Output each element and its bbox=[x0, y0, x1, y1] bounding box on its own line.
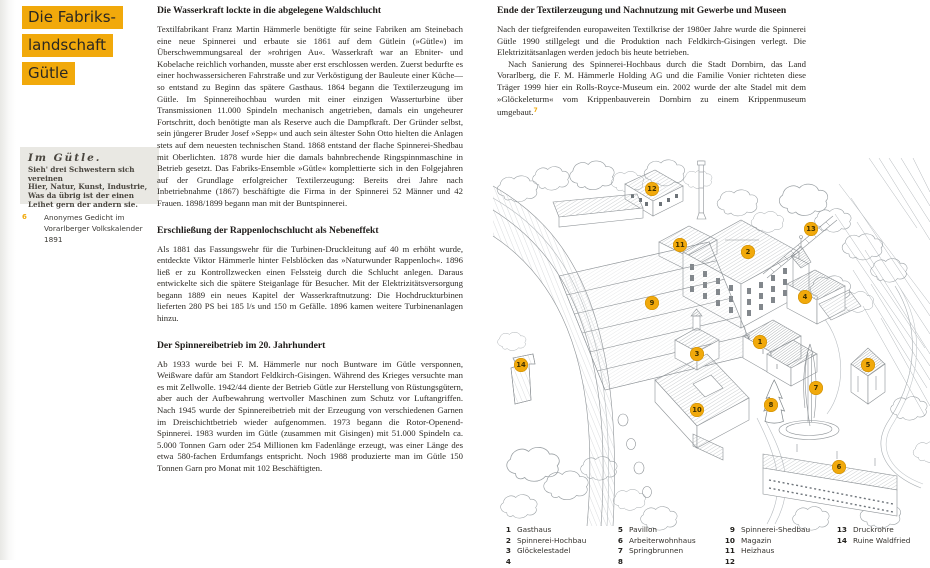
section-heading: Erschließung der Rappenlochschlucht als Nebeneffekt bbox=[157, 224, 379, 236]
section-paragraph: Ab 1933 wurde bei F. M. Hämmerle nur noch Buntware im Gütle versponnen, Weißware dafür am Standort Feldkirch-Gisingen. Während des Krieges versuchte man es mit Zellwolle. 1942/44 diente der Betrieb Gütle zur Herstellung von Rüstungsgütern, aber auch der Aufbewahrung wertvoller Maschinen zum Schutz vor Luftangriffen. Nach 1945 wurde der Spinnereibetrieb mit der Erzeugung von verschiedenen Garnen im Dreischichtbetrieb wieder aufgenommen. 1973 begann die Rotor-Openend-Spinnerei. 1983 wurden im Gütle (zusammen mit Gisingen) mit 51.000 Spindeln ca. 5.000 Tonnen Garn oder 254 Millionen km Fadenlänge erzeugt, was einer Länge des etwa 580-fachen Erdumfangs entspricht. Noch 1988 produzierte man im Gütle 150 Tonnen Garn pro Monat mit 102 Beschäftigten. bbox=[157, 358, 463, 473]
legend-column bbox=[835, 526, 910, 547]
poem-line: Hier, Natur, Kunst, Industrie, bbox=[28, 182, 148, 192]
section-spinnereibetrieb bbox=[157, 340, 463, 475]
legend-item-number: 5 bbox=[617, 525, 623, 534]
map-marker-1: 1 bbox=[753, 335, 767, 349]
legend-item-label: Heizhaus bbox=[741, 546, 775, 556]
paragraph-text: Nach Sanierung des Spinnerei-Hochbaus durch die Stadt Dornbirn, das Land Vorarlberg, die F. M. Hämmerle Holding AG und die Familie Vonier richteten diese Träger 1999 hier ein Rolls-Royce-Museum ein. 2002 wurde der alte Stadel mit dem »Glöckeleturm« vom Krippenbauverein Dornbirn zu einem Krippenmuseum umgebaut. bbox=[497, 58, 806, 118]
legend-column bbox=[611, 526, 696, 568]
legend-column bbox=[499, 526, 586, 568]
legend-item-label: Pavillon bbox=[629, 525, 658, 534]
poem-line: Was da übrig ist der einen bbox=[28, 191, 134, 201]
map-marker-5: 5 bbox=[861, 358, 875, 372]
legend-item bbox=[835, 526, 910, 534]
map-marker-8: 8 bbox=[764, 398, 778, 412]
map-marker-4: 4 bbox=[798, 290, 812, 304]
legend-item-label: Springbrunnen bbox=[629, 546, 684, 556]
map-marker-11: 11 bbox=[673, 238, 687, 252]
section-paragraph bbox=[497, 59, 806, 119]
footnote-number: 6 bbox=[22, 213, 27, 221]
legend-item bbox=[499, 526, 586, 534]
legend-item-number: 2 bbox=[505, 535, 511, 545]
poem-title: Im Gütle. bbox=[28, 152, 102, 164]
map-marker-6: 6 bbox=[832, 460, 846, 474]
legend-item-label: Magazin bbox=[741, 535, 772, 545]
page-title bbox=[22, 6, 123, 90]
map-marker-7: 7 bbox=[809, 381, 823, 395]
poem-caption bbox=[22, 212, 156, 245]
legend-item-label: Druckrohre bbox=[853, 525, 894, 534]
map-marker-14: 14 bbox=[514, 358, 528, 372]
poem-line: Leihet gern der andern sie. bbox=[28, 199, 138, 209]
legend-item-number: 1 bbox=[505, 525, 511, 534]
legend-item-label: Ruine Waldfried bbox=[853, 535, 911, 545]
legend-item-label: Spinnerei-Hochbau bbox=[517, 535, 587, 545]
legend-item-number: 9 bbox=[729, 525, 735, 534]
legend-item-label: Glöckelestadel bbox=[517, 546, 571, 556]
section-paragraph: Nach der tiefgreifenden europaweiten Textilkrise der 1980er Jahre wurde die Spinnerei Gütle 1990 stillgelegt und die Produktion nach Feldkirch-Gisingen verlegt. Die Elektrizitätsanlagen werden jedoch bis heute betrieben. bbox=[497, 24, 806, 58]
legend-item-label bbox=[623, 558, 629, 566]
legend-item-number: 8 bbox=[617, 556, 623, 566]
map-marker-12: 12 bbox=[645, 182, 659, 196]
factory-landscape-illustration bbox=[497, 158, 930, 525]
legend-column bbox=[723, 526, 810, 568]
legend-item bbox=[611, 537, 696, 545]
legend-item-number: 11 bbox=[724, 546, 735, 556]
legend-item bbox=[723, 547, 810, 555]
legend-item bbox=[611, 547, 696, 555]
legend-item-label bbox=[735, 558, 741, 566]
page-title-line: Gütle bbox=[22, 62, 75, 85]
legend-item-number: 13 bbox=[836, 525, 847, 534]
legend-item-number: 12 bbox=[724, 556, 735, 566]
legend-item bbox=[723, 526, 810, 534]
section-rappenloch bbox=[157, 225, 463, 325]
map-marker-13: 13 bbox=[804, 222, 818, 236]
legend-item-number: 14 bbox=[836, 535, 847, 545]
legend-item bbox=[499, 537, 586, 545]
map-marker-3: 3 bbox=[690, 347, 704, 361]
legend-item-label bbox=[511, 558, 517, 566]
legend-item-label: Arbeiterwohnhaus bbox=[629, 535, 696, 545]
legend-item-number: 3 bbox=[505, 546, 511, 556]
page-title-line: Die Fabriks- bbox=[22, 6, 123, 29]
legend-item bbox=[611, 526, 696, 534]
map-marker-2: 2 bbox=[741, 245, 755, 259]
map-marker-10: 10 bbox=[690, 403, 704, 417]
section-heading: Ende der Textilerzeugung und Nachnutzung mit Gewerbe und Museen bbox=[497, 5, 787, 16]
legend-item-number: 7 bbox=[617, 546, 623, 556]
legend-item bbox=[499, 558, 586, 566]
legend-item-label: Spinnerei-Shedbau bbox=[741, 525, 811, 534]
legend-item bbox=[723, 537, 810, 545]
section-heading: Der Spinnereibetrieb im 20. Jahrhundert bbox=[157, 339, 326, 351]
legend-item-number: 10 bbox=[724, 535, 735, 545]
section-heading: Die Wasserkraft lockte in die abgelegene Waldschlucht bbox=[157, 5, 382, 16]
poem-line: Sieh' drei Schwestern sich vereinen bbox=[28, 165, 135, 183]
column-right bbox=[497, 5, 806, 119]
footnote-marker: 7 bbox=[533, 107, 538, 115]
page-title-line: landschaft bbox=[22, 34, 113, 57]
poem-caption-text: Anonymes Gedicht im Vorarlberger Volkskalender 1891 bbox=[44, 213, 143, 244]
column-left bbox=[157, 5, 463, 490]
map-marker-layer bbox=[497, 158, 930, 525]
legend-item-label: Gasthaus bbox=[517, 525, 552, 534]
poem-facsimile bbox=[20, 147, 159, 209]
section-wasserkraft bbox=[157, 5, 463, 210]
legend-item bbox=[723, 558, 810, 566]
section-paragraph: Als 1881 das Fassungswehr für die Turbinen-Druckleitung auf 40 m erhöht wurde, entdeckte Viktor Hämmerle hinter Felsblöcken das »Naturwunder Rappenloch«. 1896 ließ er zu Kontrollzwecken einen Felssteig durch die Schlucht anlegen. Daraus entwickelte sich die spätere Steiganlage für Besucher. Mit der Elektrizitätsversorgung begann 1889 ein neues Kapitel der Wasserkraftnutzung: Die Hochdruckturbinen lieferten 280 PS bei 185 l/s und 150 m Gefälle. 1896 kamen weitere Turbinenanlagen hinzu. bbox=[157, 243, 463, 324]
section-paragraph: Textilfabrikant Franz Martin Hämmerle benötigte für seine Fabriken am Steinebach eine neue Spinnerei und erbaute sie 1861 auf dem Gütlein (»Gütle«) im Überschwemmungsareal der »rohrigen Au«. Wasserkraft war an Ebniter- und Kobelache reichlich vorhanden, musste aber erst erschlossen werden. Zuerst bedurfte es einer hochwassersicheren Fahrstraße und zur Verköstigung der Bauleute einer Küche—so entstand zu Beginn das spätere Gasthaus. 1864 begann die Textilerzeugung im Gütle. Im Spinnereihochbau wurden mit einer einzigen Wasserturbine über Transmissionen 11.000 Spindeln mechanisch angetrieben, damals ein ungeheurer Fortschritt, doch benötigte man als Reserve auch die Dampfkraft. Der Gründer selbst, sein jüngerer Bruder Josef »Sepp« und auch sein ältester Sohn Otto hielten die Anlagen stets auf dem neuesten technischen Stand. 1868 entstand der flache Spinnerei-Shedbau mit Oberlichten. 1878 wurde hier die damals bahnbrechende Ringspinnmaschine in Betrieb gesetzt. Das Fabriks-Ensemble »Gütle« komplettierte sich in den Folgejahren auf der Grundlage erfolgreicher Textilerzeugung: Bereits drei Jahre nach Inbetriebnahme (1867) beschäftigte die Firma in der Spinnerei 52 Männer und 42 Frauen. 1898/1899 begann man mit der Buntspinnerei. bbox=[157, 24, 463, 208]
map-marker-9: 9 bbox=[645, 296, 659, 310]
legend-item-number: 6 bbox=[617, 535, 623, 545]
legend-item bbox=[611, 558, 696, 566]
legend-item bbox=[835, 537, 910, 545]
legend-item bbox=[499, 547, 586, 555]
legend-item-number: 4 bbox=[505, 556, 511, 566]
